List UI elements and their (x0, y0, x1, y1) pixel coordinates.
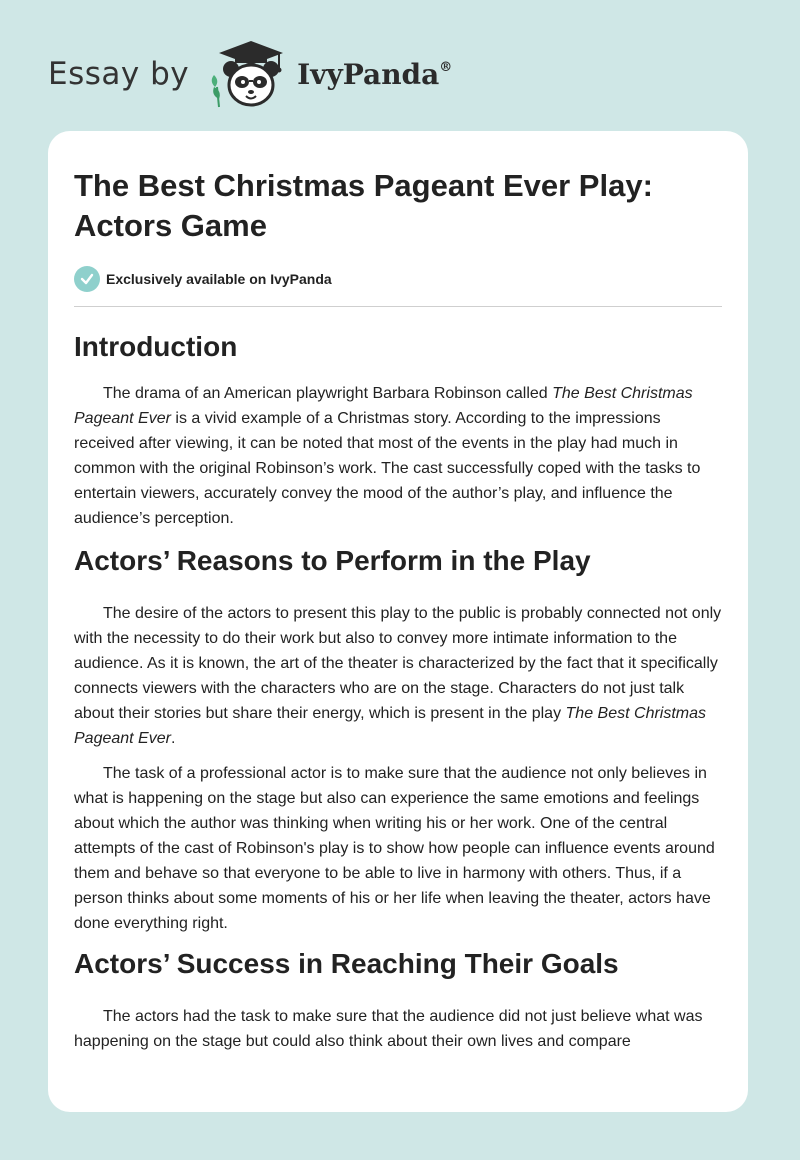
paragraph-text: The drama of an American playwright Barbara Robinson called (103, 385, 553, 402)
title-divider (74, 306, 722, 307)
paragraph: The actors had the task to make sure that the audience did not just believe what was happening on the stage but could also think about their own lives and compare (74, 1008, 703, 1050)
exclusive-label: Exclusively available on IvyPanda (106, 271, 332, 287)
brand-text: IvyPanda (297, 57, 440, 91)
paragraph-text: is a vivid example of a Christmas story. According to the impressions received after viewing, it can be noted that most of the events in the play had much in common with the original Robinson’s work. The cast successfully coped with the tasks to entertain viewers, accurately convey the mood of the author’s play, and influence the audience’s perception. (74, 410, 701, 527)
essay-card (48, 131, 748, 1112)
site-header (48, 34, 452, 114)
registered-mark: ® (439, 59, 453, 75)
paragraph-text: . (170, 730, 176, 747)
ivypanda-logo-icon[interactable] (205, 37, 295, 111)
paragraph (74, 381, 722, 531)
section-heading-success: Actors’ Success in Reaching Their Goals (74, 948, 619, 979)
paragraph: The task of a professional actor is to make sure that the audience not only believes in what is happening on the stage but also can experience the same emotions and feelings about which the author was thinking when writing his or her work. One of the central attempts of the cast of Robinson's play is to show how people can influence events around them and behave so that everyone to be able to live in harmony with others. Thus, if a person thinks about some moments of his or her life when leaving the theater, actors have done everything right. (74, 765, 715, 932)
paragraph (74, 601, 722, 751)
section-heading-introduction: Introduction (74, 331, 238, 362)
essay-title: The Best Christmas Pageant Ever Play: Actors Game (74, 168, 653, 243)
essay-by-label: Essay by (48, 56, 190, 92)
paragraph-text: The desire of the actors to present this play to the public is probably connected not only with the necessity to do their work but also to convey more intimate information to the audience. As it is known, the art of the theater is characterized by the fact that it specifically connects viewers with the characters who are on the stage. Characters do not just talk about their stories but share their energy, which is present in the play (74, 605, 722, 722)
ivypanda-brand-name (297, 58, 452, 91)
play-title-emphasis: The Best Christmas Pageant Ever (74, 385, 693, 427)
section-heading-reasons: Actors’ Reasons to Perform in the Play (74, 545, 591, 576)
checkmark-icon (74, 266, 100, 292)
exclusive-badge (74, 266, 722, 292)
play-title-emphasis: The Best Christmas Pageant Ever (74, 705, 707, 747)
